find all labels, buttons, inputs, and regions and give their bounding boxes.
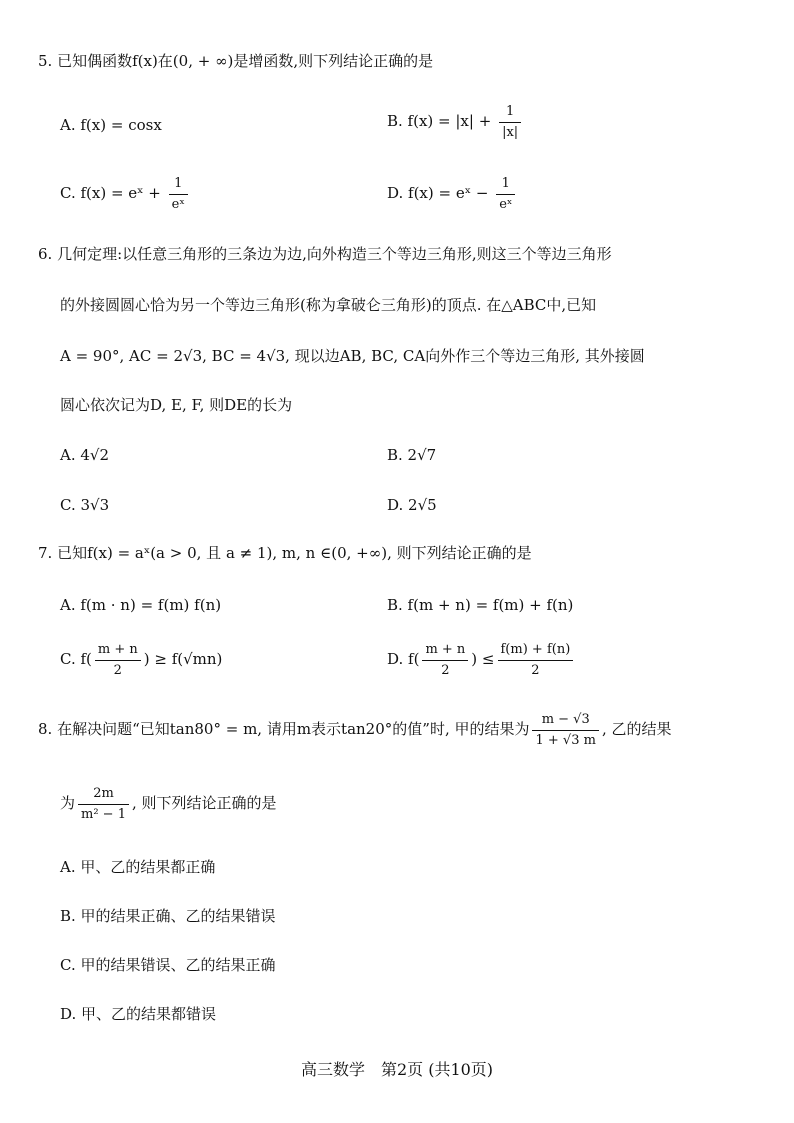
q7-option-a: A. f(m · n) = f(m) f(n) <box>60 596 222 614</box>
q8-jia-numerator: m − √3 <box>532 712 598 731</box>
q5-option-b-prefix: B. f(x) = |x| + <box>387 112 492 131</box>
q8-yi-denominator: m² − 1 <box>81 806 126 822</box>
page-footer: 高三数学 第2页 (共10页) <box>300 1060 494 1079</box>
q5-option-b-numerator: 1 <box>499 104 521 123</box>
q6-option-c: C. 3√3 <box>60 496 110 514</box>
q6-option-d: D. 2√5 <box>387 496 437 514</box>
q8-stem-line2 <box>60 786 277 822</box>
q7-option-c-numerator: m + n <box>95 642 141 661</box>
q8-option-d: D. 甲、乙的结果都错误 <box>60 1005 217 1023</box>
q7-option-c-prefix: C. f( <box>60 650 92 669</box>
q7-option-c-denominator: 2 <box>113 662 122 678</box>
q7-stem: 7. 已知f(x) = aˣ(a > 0, 且 a ≠ 1), m, n ∈(0, +∞), 则下列结论正确的是 <box>38 544 532 562</box>
q6-stem-line2: 的外接圆圆心恰为另一个等边三角形(称为拿破仑三角形)的顶点. 在△ABC中,已知 <box>60 296 597 314</box>
q6-stem-line4: 圆心依次记为D, E, F, 则DE的长为 <box>60 396 293 414</box>
q5-option-d-fraction <box>496 176 515 212</box>
q7-option-d-numerator2: f(m) + f(n) <box>498 642 574 661</box>
q5-stem: 5. 已知偶函数f(x)在(0, + ∞)是增函数,则下列结论正确的是 <box>38 52 434 70</box>
q8-yi-numerator: 2m <box>78 786 129 805</box>
q6-stem-line3: A = 90°, AC = 2√3, BC = 4√3, 现以边AB, BC, CA向外作三个等边三角形, 其外接圆 <box>60 347 645 365</box>
q5-option-d-denominator: eˣ <box>499 196 513 212</box>
q8-yi-fraction <box>78 786 129 822</box>
q8-line2-prefix: 为 <box>60 794 76 813</box>
q7-option-d-denominator2: 2 <box>531 662 540 678</box>
q5-option-c-denominator: eˣ <box>171 196 185 212</box>
q7-option-d <box>387 642 576 678</box>
q7-option-c-suffix: ) ≥ f(√mn) <box>143 650 223 669</box>
q8-option-a: A. 甲、乙的结果都正确 <box>60 858 216 876</box>
q5-option-d <box>387 176 518 212</box>
q7-option-d-denominator: 2 <box>441 662 450 678</box>
q7-option-c-fraction <box>95 642 141 678</box>
q8-option-b: B. 甲的结果正确、乙的结果错误 <box>60 907 276 925</box>
q7-option-c <box>60 642 222 678</box>
q5-option-d-numerator: 1 <box>496 176 515 195</box>
q5-option-b-denominator: |x| <box>502 124 519 140</box>
q8-option-c: C. 甲的结果错误、乙的结果正确 <box>60 956 276 974</box>
q5-option-c-numerator: 1 <box>169 176 188 195</box>
q6-option-a: A. 4√2 <box>60 446 110 464</box>
q8-jia-denominator: 1 + √3 m <box>535 732 596 748</box>
q5-option-b <box>387 104 524 140</box>
q7-option-d-mid: ) ≤ <box>471 650 495 669</box>
q8-stem-b: , 乙的结果 <box>601 720 672 739</box>
q7-option-d-numerator: m + n <box>422 642 468 661</box>
q7-option-d-prefix: D. f( <box>387 650 420 669</box>
q5-option-c-prefix: C. f(x) = eˣ + <box>60 184 161 203</box>
q7-option-d-fraction2 <box>498 642 574 678</box>
q8-jia-fraction <box>532 712 598 748</box>
q5-option-c <box>60 176 191 212</box>
q8-line2-suffix: , 则下列结论正确的是 <box>131 794 277 813</box>
q5-option-a: A. f(x) = cosx <box>60 116 162 134</box>
q6-stem-line1: 6. 几何定理:以任意三角形的三条边为边,向外构造三个等边三角形,则这三个等边三角形 <box>38 245 612 263</box>
q8-stem-a: 8. 在解决问题“已知tan80° = m, 请用m表示tan20°的值”时, 甲的结果为 <box>38 720 530 739</box>
q7-option-d-fraction <box>422 642 468 678</box>
q5-option-c-fraction <box>169 176 188 212</box>
q7-option-b: B. f(m + n) = f(m) + f(n) <box>387 596 574 614</box>
q6-option-b: B. 2√7 <box>387 446 437 464</box>
q5-option-b-fraction <box>499 104 521 140</box>
q5-option-d-prefix: D. f(x) = eˣ − <box>387 184 489 203</box>
q8-stem-line1 <box>38 712 671 748</box>
